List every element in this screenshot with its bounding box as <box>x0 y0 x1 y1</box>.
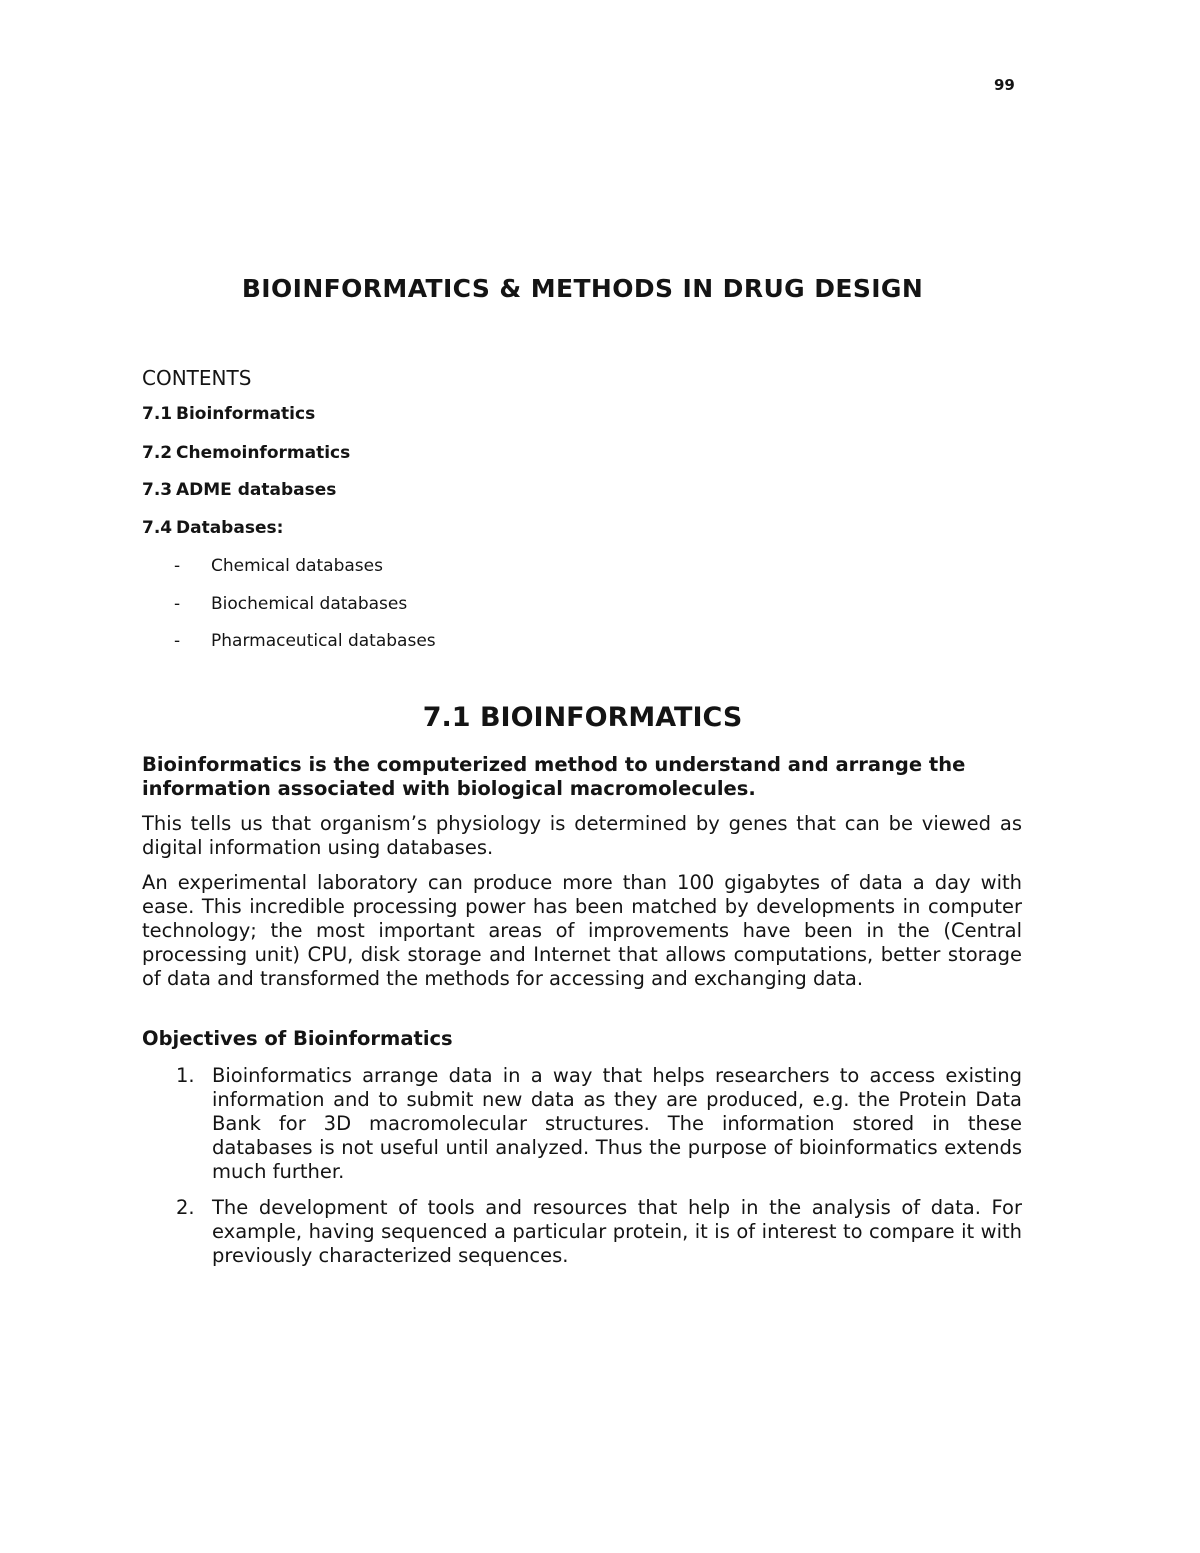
toc-item-number: 7.2 <box>142 443 173 463</box>
toc-item-number: 7.4 <box>142 518 173 538</box>
toc-item <box>142 518 283 538</box>
list-item-text: The development of tools and resources that help in the analysis of data. For example, having sequenced a particular protein, it is of interest to compare it with previously characterized sequences. <box>212 1196 1022 1267</box>
list-number: 1. <box>176 1064 195 1087</box>
toc-sub-item-label: Biochemical databases <box>211 594 408 614</box>
list-item <box>142 1196 1022 1268</box>
body-paragraph: An experimental laboratory can produce more than 100 gigabytes of data a day with ease. This incredible processing power has been matched by developments in computer technology; the most important areas of improvements have been in the (Central processing unit) CPU, disk storage and Internet that allows computations, better storage of data and transformed the methods for accessing and exchanging data. <box>142 871 1022 990</box>
toc-item <box>142 404 315 424</box>
toc-item-number: 7.1 <box>142 404 173 424</box>
list-number: 2. <box>176 1196 195 1219</box>
toc-item-label: ADME databases <box>176 480 337 500</box>
toc-item-number: 7.3 <box>142 480 173 500</box>
dash-bullet: - <box>174 556 181 576</box>
toc-item-label: Databases: <box>176 518 284 538</box>
dash-bullet: - <box>174 594 181 614</box>
list-item <box>142 1064 1022 1184</box>
toc-sub-item-label: Pharmaceutical databases <box>211 631 436 651</box>
page-number: 99 <box>994 76 1015 94</box>
list-item-text: Bioinformatics arrange data in a way that helps researchers to access existing information and to submit new data as they are produced, e.g. the Protein Data Bank for 3D macromolecular structures. The information stored in these databases is not useful until analyzed. Thus the purpose of bioinformatics extends much further. <box>212 1064 1022 1183</box>
dash-bullet: - <box>174 631 181 651</box>
toc-sub-item-label: Chemical databases <box>211 556 383 576</box>
toc-item-label: Chemoinformatics <box>176 443 351 463</box>
toc-item <box>142 480 336 500</box>
section-heading: 7.1 BIOINFORMATICS <box>422 702 743 733</box>
toc-sub-item <box>174 556 383 576</box>
document-title: BIOINFORMATICS & METHODS IN DRUG DESIGN <box>241 274 924 303</box>
objectives-heading: Objectives of Bioinformatics <box>142 1027 453 1050</box>
body-paragraph: This tells us that organism’s physiology is determined by genes that can be viewed as digital information using databases. <box>142 812 1022 859</box>
contents-heading: CONTENTS <box>142 366 252 390</box>
toc-sub-item <box>174 594 407 614</box>
toc-item <box>142 443 350 463</box>
toc-sub-item <box>174 631 436 651</box>
definition-paragraph: Bioinformatics is the computerized method to understand and arrange the information associated with biological macromolecules. <box>142 753 966 800</box>
toc-item-label: Bioinformatics <box>176 404 316 424</box>
